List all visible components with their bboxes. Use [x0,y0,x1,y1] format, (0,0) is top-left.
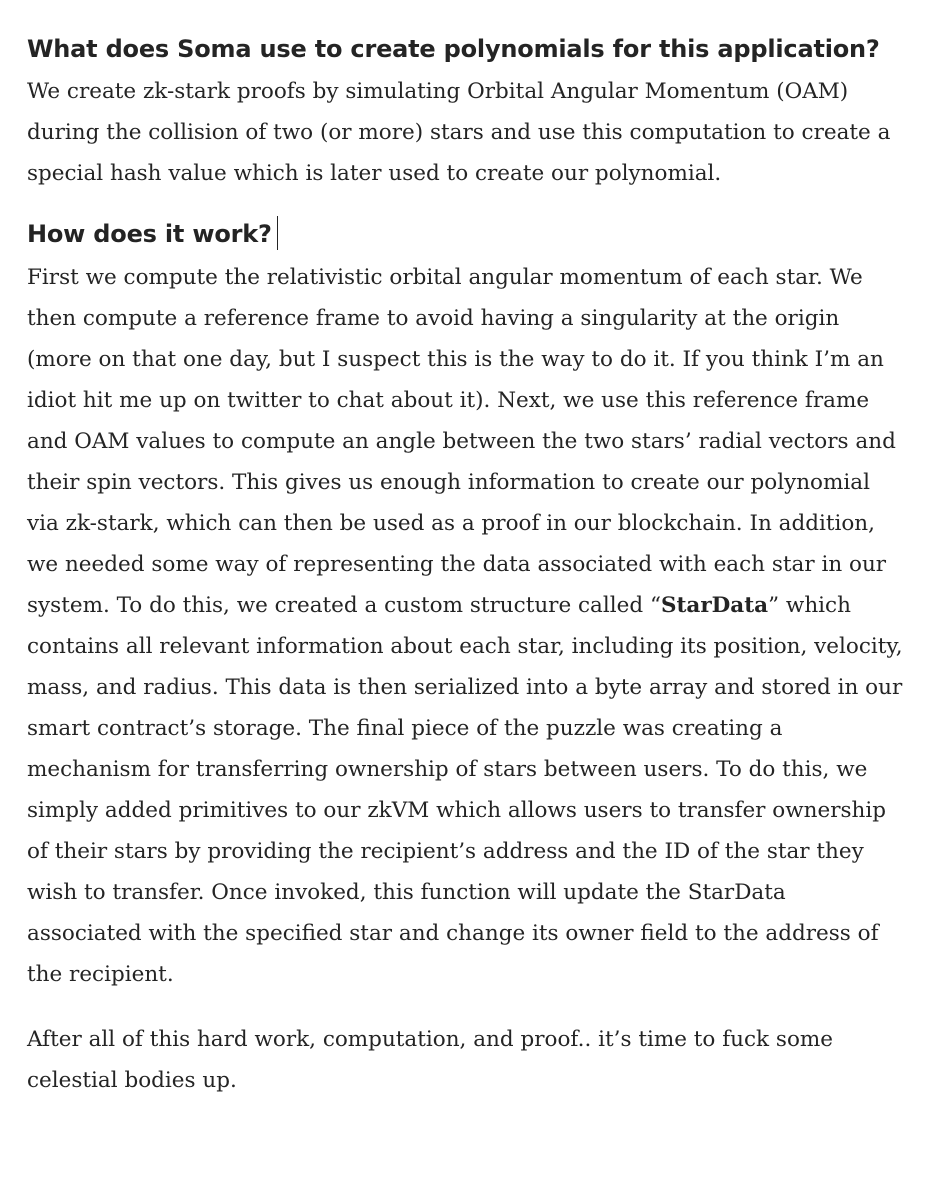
paragraph-text-part1: First we compute the relativistic orbital angular momentum of each star. We then compute a reference frame to avoid having a singularity at the origin (more on that one day, but I suspect this is the way to do it. If you think I’m an idiot hit me up on twitter to chat about it). Next, we use this reference frame and OAM values to compute an angle between the two stars’ radial vectors and their spin vectors. This gives us enough information to create our polynomial via zk-stark, which can then be used as a proof in our blockchain. In addition, we needed some way of representing the data associated with each star in our system. To do this, we created a custom structure called “ [27,265,896,618]
paragraph-text-part2: ” which contains all relevant information about each star, including its position, velocity, mass, and radius. This data is then serialized into a byte array and stored in our smart contract’s storage. The final piece of the puzzle was creating a mechanism for transferring ownership of stars between users. To do this, we simply added primitives to our zkVM which allows users to transfer ownership of their stars by providing the recipient’s address and the ID of the star they wish to transfer. Once invoked, this function will update the StarData associated with the specified star and change its owner field to the address of the recipient. [27,593,903,987]
section-heading-how-it-works[interactable] [27,215,907,253]
article-body [27,30,907,1101]
paragraph-polynomials: We create zk-stark proofs by simulating Orbital Angular Momentum (OAM) during the collision of two (or more) stars and use this computation to create a special hash value which is later used to create our polynomial. [27,79,891,186]
paragraph-conclusion: After all of this hard work, computation, and proof.. it’s time to fuck some celestial bodies up. [27,1027,834,1093]
section-heading-polynomials: What does Soma use to create polynomials for this application? [27,35,880,63]
stardata-emphasis: StarData [660,593,769,618]
text-cursor [277,216,279,250]
heading-text: How does it work? [27,220,272,248]
paragraph-how-it-works [27,257,907,995]
